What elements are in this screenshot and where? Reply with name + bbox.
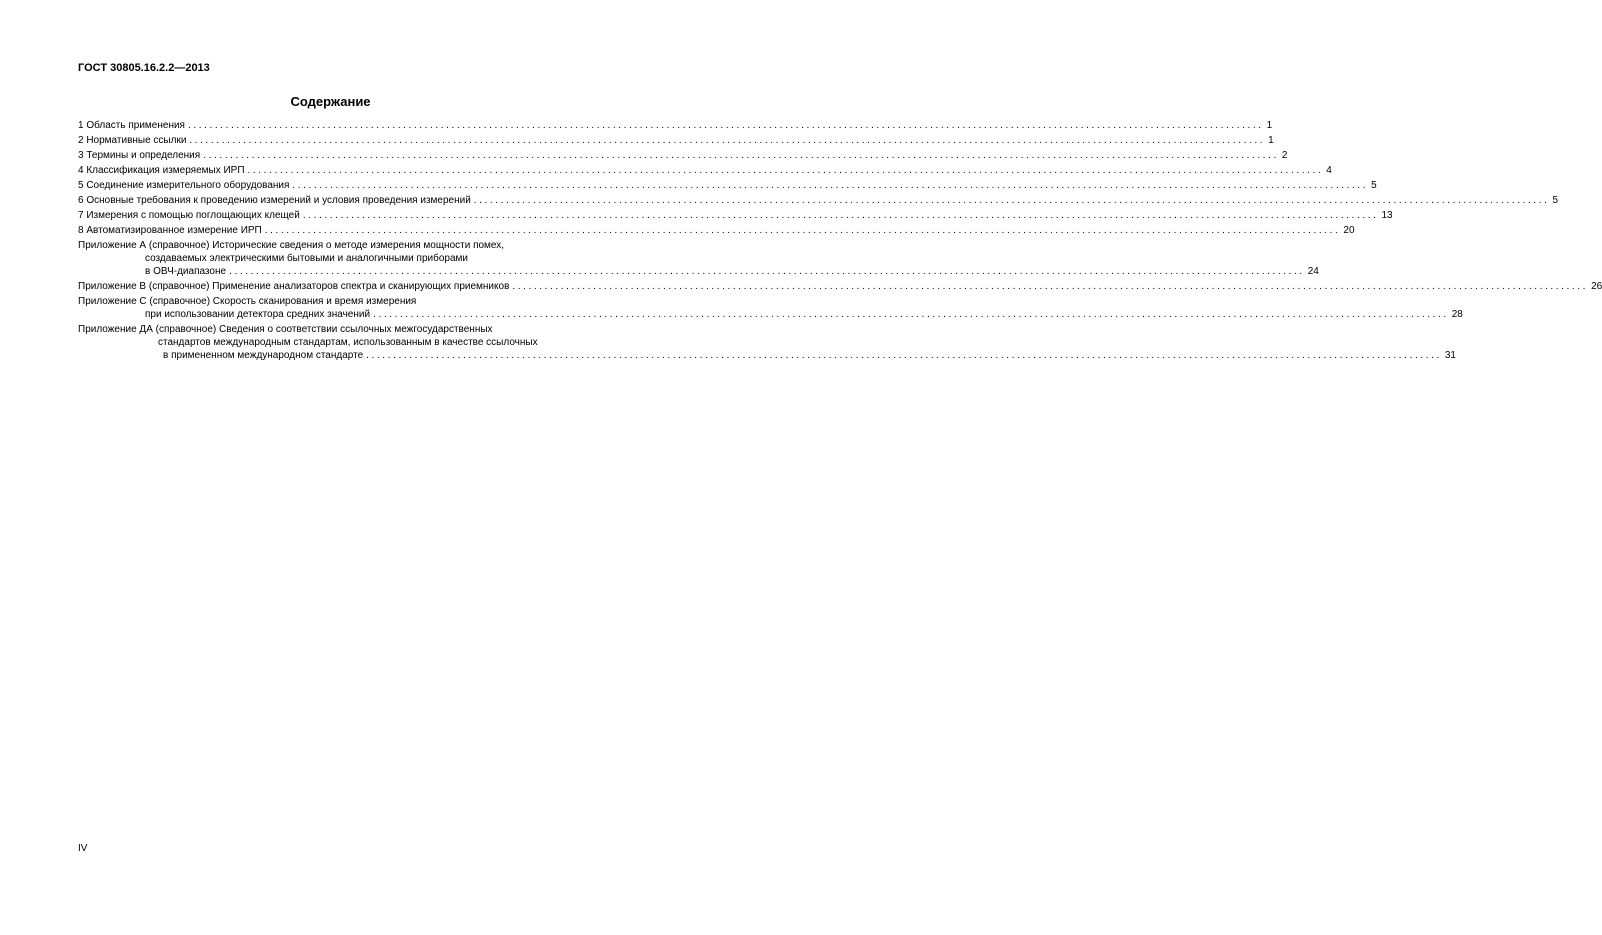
toc-entry-page: 5 (1371, 180, 1377, 191)
toc-entry-page: 13 (1381, 210, 1393, 221)
toc-entry-title: 6 Основные требования к проведению измерений и условия проведения измерений (78, 195, 471, 206)
dot-leader: ........................................................................................................................................................................................................ (366, 350, 1442, 361)
dot-leader: ........................................................................................................................................................................................................ (247, 165, 1324, 176)
toc-entry[interactable] (78, 224, 1355, 237)
toc-entry-page: 31 (1444, 350, 1456, 361)
toc-entry-page: 1 (1268, 135, 1274, 146)
dot-leader: ........................................................................................................................................................................................................ (264, 225, 1341, 236)
table-of-contents (78, 119, 1602, 364)
toc-entry-title-continuation: создаваемых электрическими бытовыми и аналогичными приборами (145, 253, 468, 264)
toc-entry-title-continuation: при использовании детектора средних значений (145, 309, 371, 320)
toc-entry-title: 2 Нормативные ссылки (78, 135, 187, 146)
toc-entry-title-continuation: в ОВЧ-диапазоне (145, 266, 227, 277)
dot-leader: ........................................................................................................................................................................................................ (292, 180, 1369, 191)
toc-entry-title-continuation: в примененном международном стандарте (163, 350, 364, 361)
dot-leader: ........................................................................................................................................................................................................ (512, 281, 1589, 292)
toc-entry-page: 5 (1552, 195, 1559, 206)
toc-entry-page: 4 (1326, 165, 1332, 176)
toc-entry-title: Приложение ДА (справочное) Сведения о соответствии ссылочных межгосударственных (78, 324, 493, 335)
toc-entry-title: 5 Соединение измерительного оборудования (78, 180, 290, 191)
toc-entry-page: 26 (1591, 281, 1602, 292)
toc-entry[interactable] (78, 179, 1377, 192)
toc-entry-title: 7 Измерения с помощью поглощающих клещей (78, 210, 300, 221)
toc-entry-annex-da[interactable] (78, 323, 1456, 362)
toc-entry-annex-b[interactable] (78, 280, 1602, 293)
toc-entry-title: 1 Область применения (78, 120, 185, 131)
dot-leader: ........................................................................................................................................................................................................ (229, 266, 1305, 277)
page-number: IV (78, 843, 88, 854)
toc-entry-page: 1 (1266, 120, 1273, 131)
dot-leader: ........................................................................................................................................................................................................ (302, 210, 1379, 221)
toc-entry[interactable] (78, 134, 1274, 147)
toc-entry-page: 28 (1451, 309, 1463, 320)
toc-entry-title: 4 Классификация измеряемых ИРП (78, 165, 245, 176)
toc-entry-title-continuation: стандартов международным стандартам, использованным в качестве ссылочных (158, 337, 538, 348)
toc-entry[interactable] (78, 164, 1332, 177)
dot-leader: ........................................................................................................................................................................................................ (189, 135, 1266, 146)
toc-title: Содержание (290, 94, 371, 109)
toc-entry-annex-c[interactable] (78, 295, 1463, 321)
toc-entry[interactable] (78, 194, 1559, 207)
toc-entry-page: 20 (1343, 225, 1355, 236)
dot-leader: ........................................................................................................................................................................................................ (373, 309, 1449, 320)
toc-entry-title: Приложение С (справочное) Скорость сканирования и время измерения (78, 296, 417, 307)
toc-entry-annex-a[interactable] (78, 239, 1319, 278)
toc-entry-title: Приложение В (справочное) Применение анализаторов спектра и сканирующих приемников (78, 281, 510, 292)
toc-entry[interactable] (78, 149, 1288, 162)
toc-entry[interactable] (78, 119, 1273, 132)
toc-entry-title: 8 Автоматизированное измерение ИРП (78, 225, 262, 236)
toc-entry-page: 2 (1281, 150, 1288, 161)
dot-leader: ........................................................................................................................................................................................................ (203, 150, 1279, 161)
toc-entry[interactable] (78, 209, 1393, 222)
dot-leader: ........................................................................................................................................................................................................ (473, 195, 1550, 206)
dot-leader: ........................................................................................................................................................................................................ (187, 120, 1264, 131)
toc-entry-title: Приложение А (справочное) Исторические сведения о методе измерения мощности помех, (78, 240, 505, 251)
toc-entry-page: 24 (1307, 266, 1319, 277)
document-code: ГОСТ 30805.16.2.2—2013 (78, 62, 210, 74)
toc-entry-title: 3 Термины и определения (78, 150, 201, 161)
